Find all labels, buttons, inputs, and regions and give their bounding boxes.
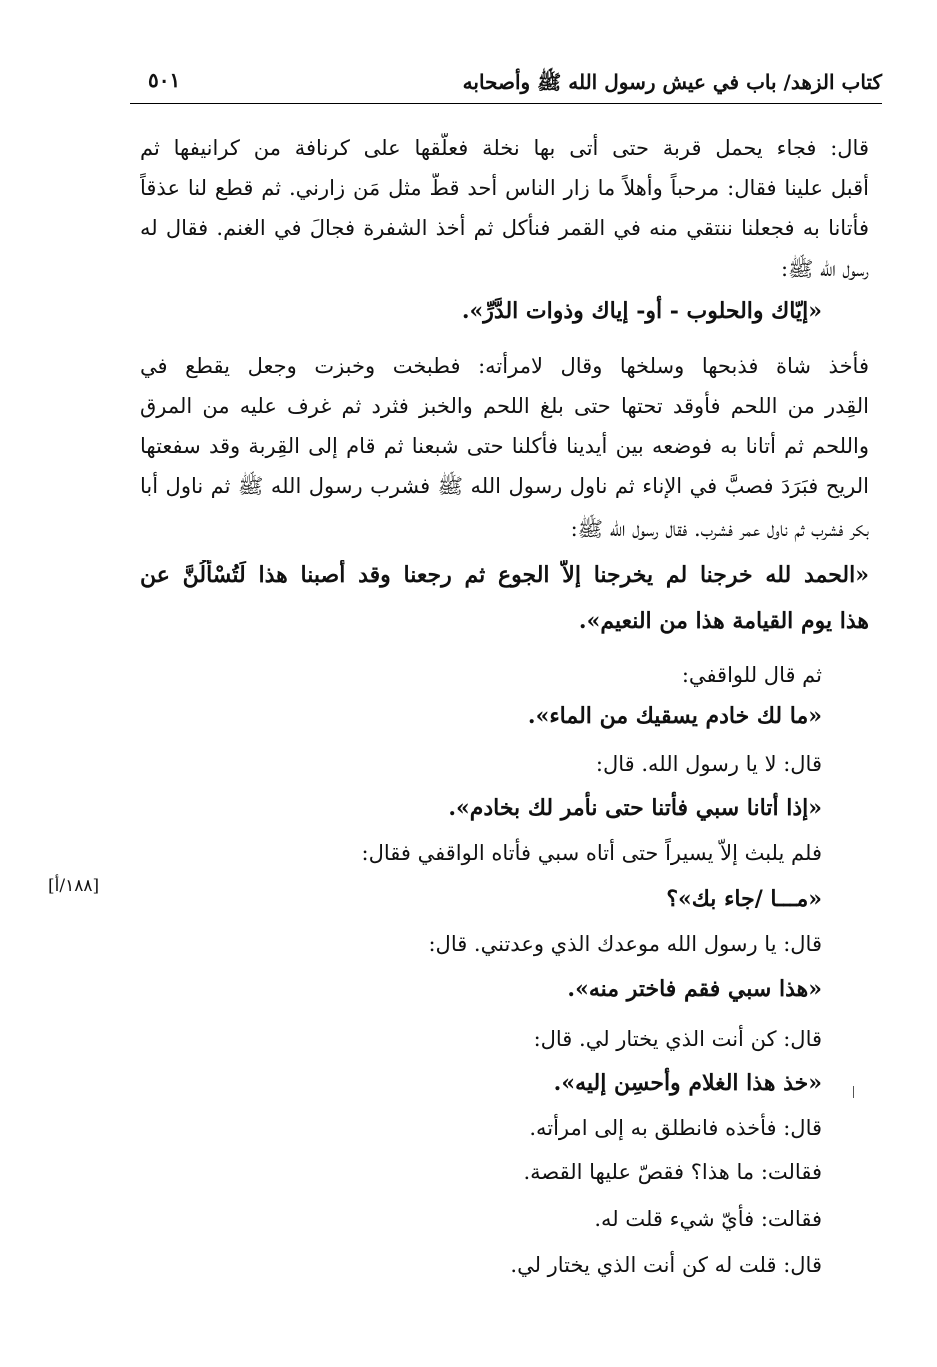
header-title: كتاب الزهد/ باب في عيش رسول الله ﷺ وأصحابه (462, 70, 882, 94)
text-line: فأخذ شاة فذبحها وسلخها وقال لامرأته: فطبخت وخبزت وجعل يقطع في (140, 354, 869, 378)
page-number: ٥٠١ (148, 68, 181, 92)
text-line: قال: يا رسول الله موعدك الذي وعدتني. قال: (428, 932, 822, 956)
text-line: الريح فبَرَدَ فصبَّ في الإناء ثم ناول رسول الله ﷺ فشرب رسول الله ﷺ ثم ناول أبا (140, 474, 869, 498)
text-line: ثم قال للواقفي: (681, 663, 822, 687)
text-line: القِدر من اللحم فأوقد تحتها حتى بلغ اللحم والخبز فثرد ثم غرف عليه من المرق (140, 394, 869, 418)
text-line: واللحم ثم أتانا به فوضعه بين أيدينا فأكلنا حتى شبعنا ثم قام إلى القِربة وقد سفعتها (140, 434, 869, 458)
hadith-quote: «ما لك خادم يسقيك من الماء». (527, 703, 822, 729)
text-line: فقالت: ما هذا؟ فقصّ عليها القصة. (523, 1160, 822, 1184)
folio-marginal-note: [١٨٨/أ] (48, 876, 100, 896)
text-line: بكر فشرب ثم ناول عمر فشرب. فقال رسول الله ﷺ: (570, 517, 869, 541)
text-line: قال: فأخذه فانطلق به إلى امرأته. (529, 1116, 822, 1140)
text-line: قال: قلت له كن أنت الذي يختار لي. (510, 1253, 822, 1277)
hadith-quote: «مـــا /جاء بك»؟ (666, 886, 822, 912)
hadith-quote: «الحمد لله خرجنا لم يخرجنا إلاّ الجوع ثم رجعنا وقد أصبنا هذا لَتُسْأَلُنَّ عن (140, 562, 869, 588)
text-line: رسول الله ﷺ: (780, 257, 869, 281)
text-line: فلم يلبث إلاّ يسيراً حتى أتاه سبي فأتاه الواقفي فقال: (361, 841, 822, 865)
hadith-quote: «خذ هذا الغلام وأحسِن إليه». (553, 1070, 822, 1096)
text-line: قال: فجاء يحمل قربة حتى أتى بها نخلة فعلّقها على كرنافة من كرانيفها ثم (140, 136, 869, 160)
hadith-quote: «هذا سبي فقم فاختر منه». (567, 976, 822, 1002)
hadith-quote: «إيّاك والحلوب - أو- إياك وذوات الدَّرِّ». (461, 298, 822, 324)
text-line: قال: لا يا رسول الله. قال: (595, 752, 822, 776)
text-line: فأتانا به فجعلنا ننتقي منه في القمر فنأكل ثم أخذ الشفرة فجالَ في الغنم. فقال له (140, 216, 869, 240)
running-header (130, 62, 882, 102)
text-line: قال: كن أنت الذي يختار لي. قال: (533, 1027, 822, 1051)
text-line: فقالت: فأيّ شيء قلت له. (594, 1207, 822, 1231)
header-divider (130, 103, 882, 104)
hadith-quote: «إذا أتانا سبي فأتنا حتى نأمر لك بخادم». (448, 795, 822, 821)
text-line: أقبل علينا فقال: مرحباً وأهلاً ما زار الناس أحد قطّ مثل مَن زارني. ثم قطع لنا عذقاً (140, 176, 869, 200)
hadith-quote: هذا يوم القيامة هذا من النعيم». (578, 608, 869, 634)
stray-mark (853, 1086, 854, 1098)
